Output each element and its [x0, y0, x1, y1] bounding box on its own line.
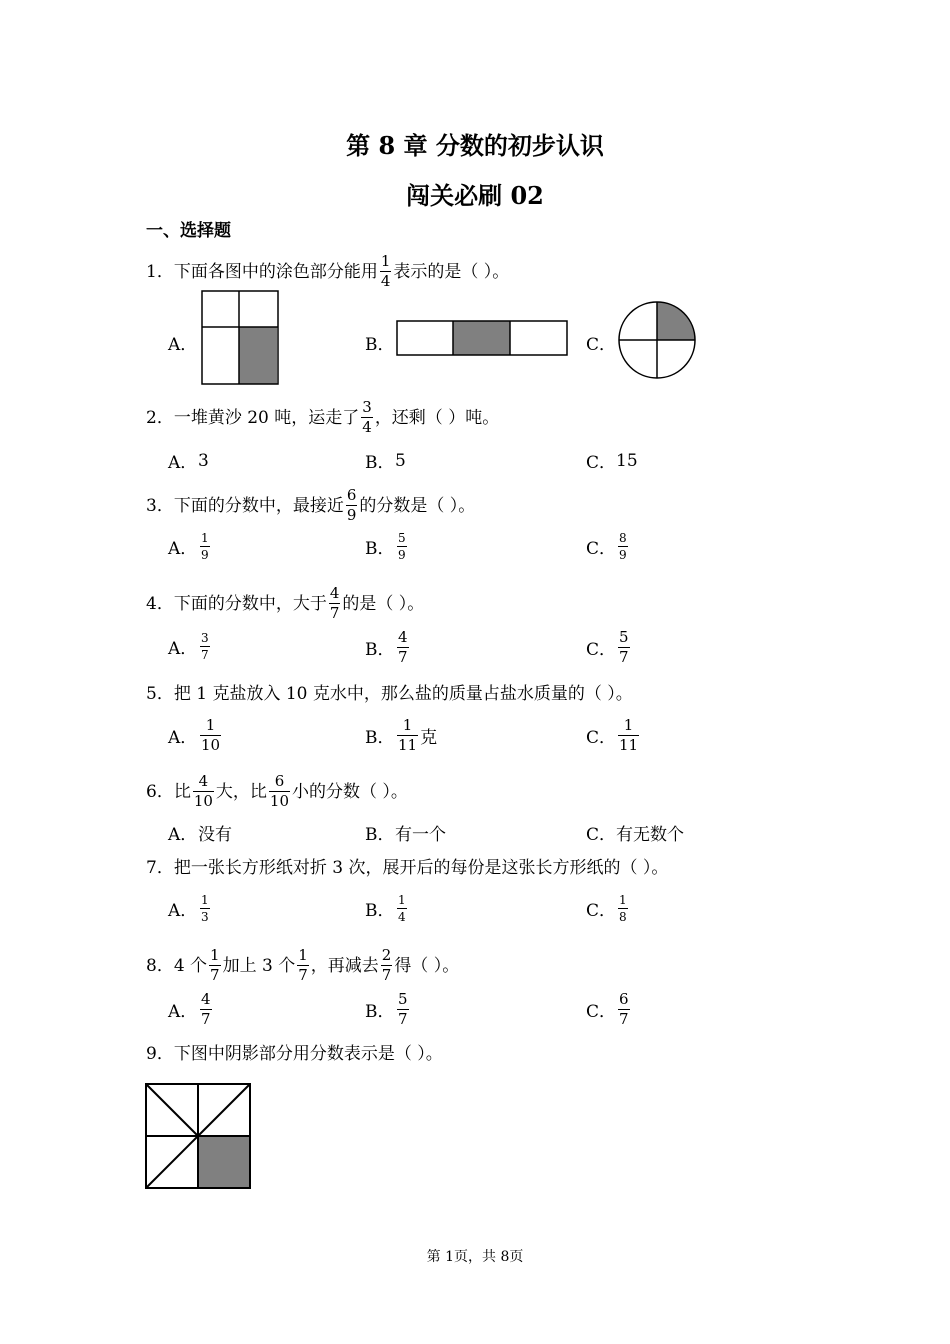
figure-square-pinwheel	[144, 1082, 252, 1190]
question-text: 加上 3 个	[222, 955, 296, 976]
question-9	[146, 1042, 443, 1066]
question-text: 5．把 1 克盐放入 10 克水中，那么盐的质量占盐水质量的（ ）。	[146, 684, 633, 704]
option-c[interactable]: C． $\frac{1}{8}$	[586, 893, 627, 924]
fraction: $\frac{1}{7}$	[298, 946, 308, 984]
question-text: 2．一堆黄沙 20 吨，运走了	[146, 407, 360, 428]
fraction: $\frac{6}{9}$	[346, 486, 357, 524]
option-b[interactable]: B． $\frac{5}{9}$	[365, 531, 406, 562]
question-text: 8．4 个	[146, 955, 208, 976]
option-a[interactable]: A． $\frac{4}{7}$	[168, 990, 211, 1028]
question-text: 大，比	[215, 781, 267, 802]
question-text: ，再减去	[310, 955, 379, 976]
option-b[interactable]: B． $\frac{4}{7}$	[365, 628, 408, 666]
question-text: 7．把一张长方形纸对折 3 次，展开后的每份是这张长方形纸的（ ）。	[146, 858, 669, 878]
question-8	[146, 948, 459, 983]
question-1	[146, 254, 509, 289]
option-a[interactable]: A． $\frac{1}{10}$	[168, 716, 221, 754]
question-7	[146, 856, 668, 880]
option-a[interactable]: A． 3	[168, 450, 209, 473]
option-a[interactable]: A． $\frac{3}{7}$	[168, 631, 209, 662]
question-3	[146, 488, 475, 523]
question-text: 4．下面的分数中，大于	[146, 593, 327, 614]
option-c[interactable]: C． $\frac{5}{7}$	[586, 628, 629, 666]
question-text: 的分数是（ ）。	[359, 495, 476, 516]
option-c[interactable]: C． 有无数个	[586, 825, 685, 845]
option-c[interactable]: C． $\frac{1}{11}$	[586, 716, 639, 754]
question-6	[146, 774, 408, 809]
option-c[interactable]: C． $\frac{8}{9}$	[586, 531, 627, 562]
option-a[interactable]: A． $\frac{1}{3}$	[168, 893, 209, 924]
option-b[interactable]: B．	[365, 335, 395, 355]
question-text: 的是（ ）。	[342, 593, 425, 614]
option-c[interactable]: C． 15	[586, 450, 638, 473]
figure-square-quarters	[201, 290, 279, 386]
question-text: 1．下面各图中的涂色部分能用	[146, 261, 378, 282]
option-b[interactable]: B． $\frac{1}{4}$	[365, 893, 406, 924]
option-a[interactable]: A． 没有	[168, 825, 232, 845]
option-c[interactable]: C．	[586, 335, 617, 355]
fraction: $\frac{6}{10}$	[269, 772, 290, 810]
page-footer: 第 1页，共 8页	[426, 1249, 524, 1265]
question-text: 3．下面的分数中，最接近	[146, 495, 344, 516]
fraction: $\frac{4}{10}$	[193, 772, 213, 810]
fraction: $\frac{1}{7}$	[210, 946, 220, 984]
question-text: 9．下图中阴影部分用分数表示是（ ）。	[146, 1044, 443, 1064]
option-a[interactable]: A．	[168, 335, 198, 355]
question-4	[146, 586, 424, 621]
shaded-part	[453, 321, 510, 355]
shaded-part	[198, 1136, 250, 1188]
option-c[interactable]: C． $\frac{6}{7}$	[586, 990, 629, 1028]
shaded-part	[239, 327, 277, 384]
option-b[interactable]: B． 5	[365, 450, 406, 473]
question-text: 小的分数（ ）。	[292, 781, 408, 802]
fraction: $\frac{2}{7}$	[381, 946, 392, 984]
fraction: $\frac{3}{4}$	[362, 398, 372, 436]
question-text: 表示的是（ ）。	[393, 261, 510, 282]
question-text: 6．比	[146, 781, 191, 802]
figure-circle-quarters	[617, 300, 697, 380]
question-text: ，还剩（ ）吨。	[374, 407, 500, 428]
fraction: $\frac{4}{7}$	[329, 584, 340, 622]
section-heading: 一、选择题	[146, 221, 231, 241]
option-a[interactable]: A． $\frac{1}{9}$	[168, 531, 209, 562]
fraction: $\frac{1}{4}$	[380, 252, 391, 290]
page-title: 第 8 章 分数的初步认识	[346, 131, 604, 160]
question-text: 得（ ）。	[394, 955, 460, 976]
page-subtitle: 闯关必刷 02	[406, 181, 544, 210]
question-5	[146, 682, 633, 706]
option-b[interactable]: B． $\frac{1}{11}$ 克	[365, 716, 438, 754]
option-b[interactable]: B． $\frac{5}{7}$	[365, 990, 408, 1028]
figure-strip-thirds	[396, 320, 568, 356]
question-2	[146, 400, 499, 435]
option-b[interactable]: B． 有一个	[365, 825, 446, 845]
